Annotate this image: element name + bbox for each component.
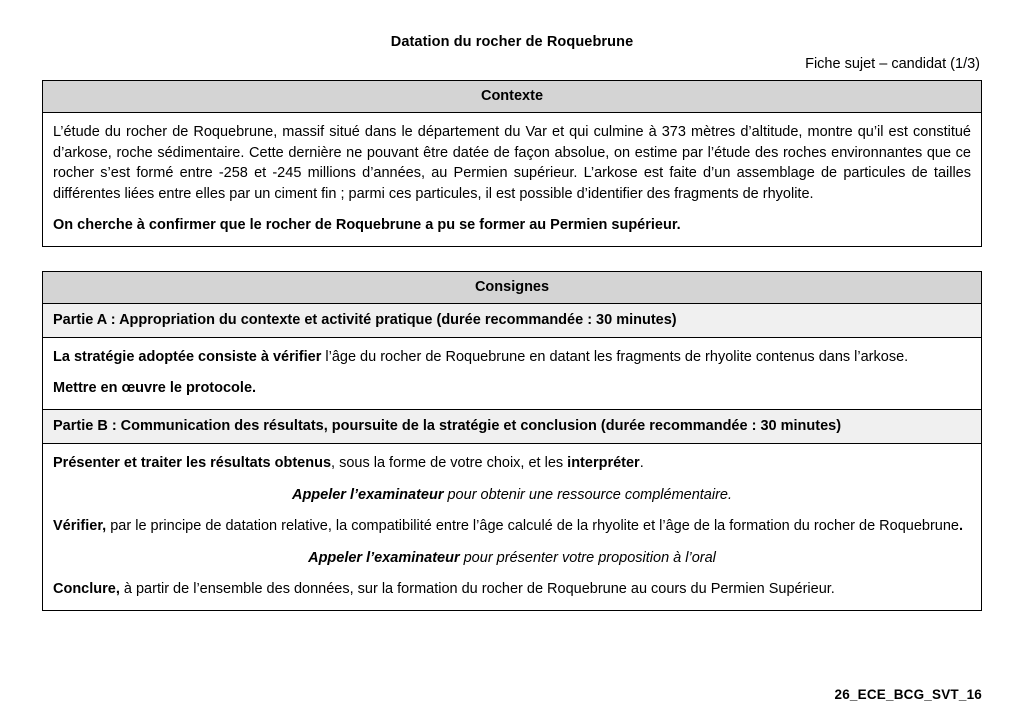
call-examiner-2-bold: Appeler l’examinateur: [308, 549, 460, 566]
block-spacer: [42, 247, 982, 263]
partie-b-verify-bold: Vérifier,: [53, 518, 107, 535]
consignes-block: [42, 271, 982, 611]
partie-a-strategy-rest: l’âge du rocher de Roquebrune en datant les fragments de rhyolite contenus dans l’arkose.: [321, 348, 909, 365]
partie-b-line-3: [53, 579, 971, 600]
contexte-paragraph-1: [53, 122, 971, 204]
table-row: [43, 113, 982, 247]
partie-b-line-1: [53, 453, 971, 474]
partie-b-title: Partie B : Communication des résultats, poursuite de la stratégie et conclusion (durée recommandée : 30 minutes): [43, 410, 982, 444]
partie-a-protocol: Mettre en œuvre le protocole.: [53, 380, 257, 397]
partie-b-verify-end: .: [959, 518, 964, 535]
contexte-paragraph-2: [53, 215, 971, 236]
contexte-block: [42, 80, 982, 247]
footer-code: 26_ECE_BCG_SVT_16: [834, 687, 982, 702]
partie-b-interpret-bold: interpréter: [567, 455, 640, 472]
partie-b-call-1: [53, 485, 971, 506]
contexte-body: [43, 113, 982, 247]
table-row: [43, 337, 982, 409]
table-row: [43, 444, 982, 611]
partie-b-verify-rest: par le principe de datation relative, la compatibilité entre l’âge calculé de la rhyolite et l’âge de la formation du rocher de Roquebrune: [106, 518, 959, 535]
partie-a-strategy-bold: La stratégie adoptée consiste à vérifier: [53, 348, 322, 365]
partie-b-call-2: [53, 548, 971, 569]
partie-b-conclude-rest: à partir de l’ensemble des données, sur la formation du rocher de Roquebrune au cours du Permien Supérieur.: [119, 581, 835, 598]
contexte-objective: On cherche à confirmer que le rocher de Roquebrune a pu se former au Permien supérieur.: [53, 217, 681, 234]
partie-a-line-2: [53, 378, 971, 399]
call-examiner-2-rest: pour présenter votre proposition à l’oral: [459, 549, 716, 566]
contexte-text: L’étude du rocher de Roquebrune, massif situé dans le département du Var et qui culmine à 373 mètres d’altitude, montre qu’il est constitué d’arkose, roche sédimentaire. Cette dernière ne pouvant être datée de façon absolue, on estime par l’étude des roches environnantes que ce rocher s’est formé entre -258 et -245 millions d’années, au Permien supérieur. L’arkose est faite d’un assemblage de particules de tailles différentes liées entre elles par un ciment fin ; parmi ces particules, il est possible d’identifier des fragments de rhyolite.: [53, 124, 971, 202]
call-examiner-1-bold: Appeler l’examinateur: [291, 486, 444, 503]
partie-b-body: [43, 444, 982, 611]
table-row: [43, 303, 982, 337]
contexte-header: Contexte: [43, 81, 982, 113]
partie-a-title: Partie A : Appropriation du contexte et activité pratique (durée recommandée : 30 minutes): [43, 303, 982, 337]
table-row: [43, 271, 982, 303]
table-row: [43, 81, 982, 113]
page-title: Datation du rocher de Roquebrune: [390, 34, 634, 50]
sheet-reference: Fiche sujet – candidat (1/3): [805, 56, 980, 72]
consignes-header: Consignes: [43, 271, 982, 303]
partie-b-line-2: [53, 516, 971, 537]
partie-b-conclude-bold: Conclure,: [53, 581, 120, 598]
partie-b-present-bold: Présenter et traiter les résultats obtenus: [53, 455, 332, 472]
partie-a-line-1: [53, 347, 971, 368]
call-examiner-1-rest: pour obtenir une ressource complémentaire.: [443, 486, 733, 503]
partie-a-body: [43, 337, 982, 409]
table-row: [43, 410, 982, 444]
partie-b-present-end: .: [639, 455, 644, 472]
partie-b-present-mid: , sous la forme de votre choix, et les: [331, 455, 568, 472]
